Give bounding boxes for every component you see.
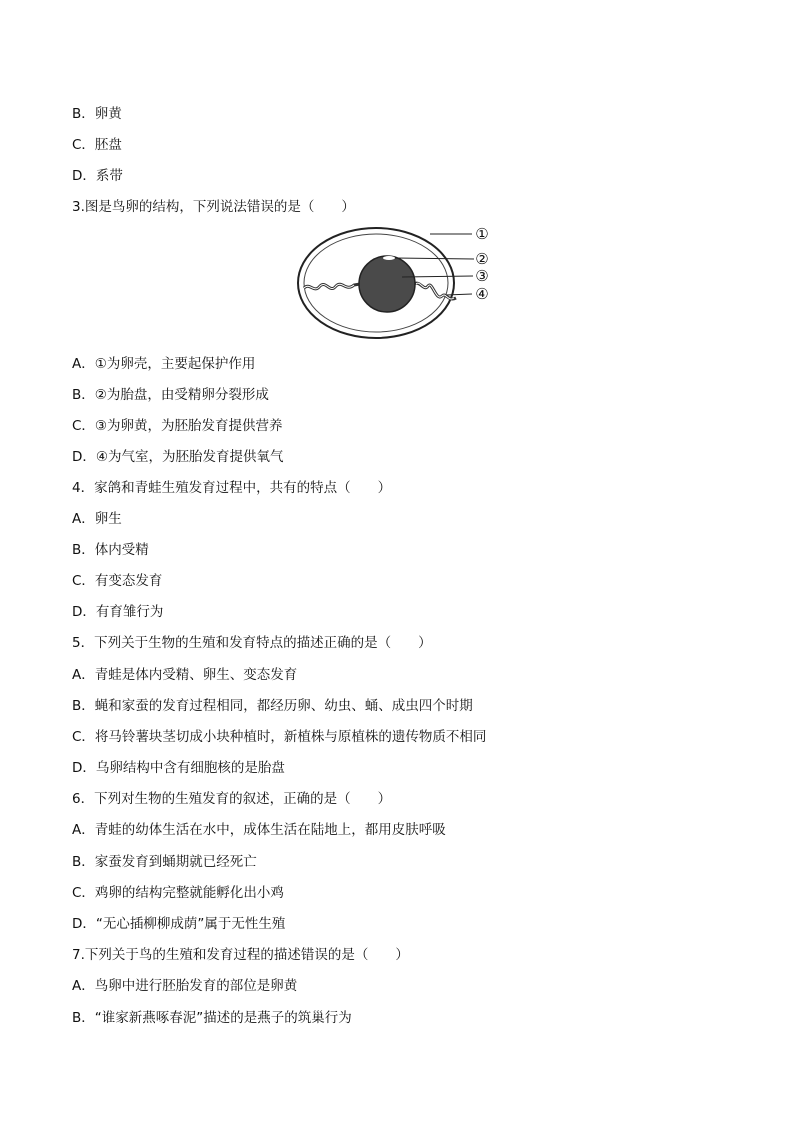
q2-option-b: B．卵黄 <box>72 106 122 122</box>
q4-option-a: A．卵生 <box>72 511 122 527</box>
q5-option-b: B．蝇和家蚕的发育过程相同，都经历卵、幼虫、蛹、成虫四个时期 <box>72 698 473 714</box>
q4-option-d: D．有育雏行为 <box>72 604 164 620</box>
q5-option-d: D．乌卵结构中含有细胞核的是胎盘 <box>72 760 285 776</box>
yolk <box>359 256 415 312</box>
q4-option-c: C．有变态发育 <box>72 573 163 589</box>
q2-option-c: C．胚盘 <box>72 137 122 153</box>
q6-stem: 6．下列对生物的生殖发育的叙述，正确的是（ ） <box>72 791 392 807</box>
q6-option-b: B．家蚕发育到蛹期就已经死亡 <box>72 854 257 870</box>
q6-option-c: C．鸡卵的结构完整就能孵化出小鸡 <box>72 885 284 901</box>
q4-stem: 4．家鸽和青蛙生殖发育过程中，共有的特点（ ） <box>72 480 392 496</box>
germinal-disc <box>383 256 395 260</box>
q5-stem: 5．下列关于生物的生殖和发育特点的描述正确的是（ ） <box>72 635 432 651</box>
q6-option-a: A．青蛙的幼体生活在水中，成体生活在陆地上，都用皮肤呼吸 <box>72 822 446 838</box>
q7-option-b: B．“谁家新燕啄春泥”描述的是燕子的筑巢行为 <box>72 1010 352 1026</box>
q5-option-a: A．青蛙是体内受精、卵生、变态发育 <box>72 667 298 683</box>
q7-stem: 7.下列关于鸟的生殖和发育过程的描述错误的是（ ） <box>72 947 409 963</box>
q6-option-d: D．“无心插柳柳成荫”属于无性生殖 <box>72 916 286 932</box>
q5-option-c: C．将马铃薯块茎切成小块种植时，新植株与原植株的遗传物质不相同 <box>72 729 487 745</box>
bird-egg-diagram <box>296 222 496 344</box>
q3-option-a: A．①为卵壳，主要起保护作用 <box>72 356 256 372</box>
q3-option-c: C．③为卵黄，为胚胎发育提供营养 <box>72 418 283 434</box>
q3-option-d: D．④为气室，为胚胎发育提供氧气 <box>72 449 284 465</box>
q4-option-b: B．体内受精 <box>72 542 149 558</box>
label-2: ② <box>475 250 489 268</box>
q3-stem: 3.图是鸟卵的结构，下列说法错误的是（ ） <box>72 199 355 215</box>
label-4: ④ <box>475 285 489 303</box>
label-3: ③ <box>475 267 489 285</box>
q3-option-b: B．②为胎盘，由受精卵分裂形成 <box>72 387 269 403</box>
label-1: ① <box>475 225 489 243</box>
q7-option-a: A．鸟卵中进行胚胎发育的部位是卵黄 <box>72 978 298 994</box>
q2-option-d: D．系带 <box>72 168 123 184</box>
